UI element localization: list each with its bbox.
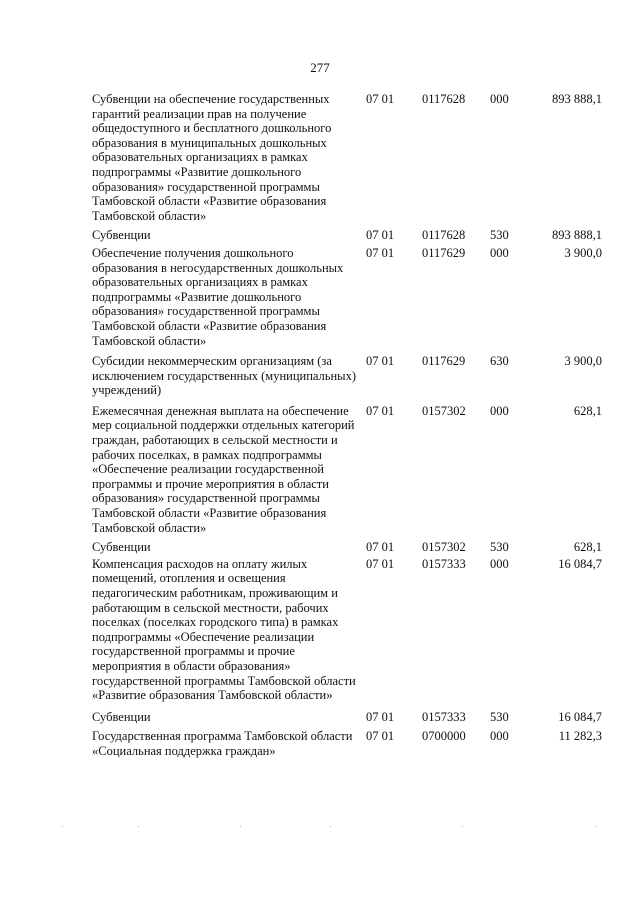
row-description: Субсидии некоммерческим организациям (за исключением государственных (муниципальных) учреждений): [92, 354, 356, 398]
row-description: Субвенции на обеспечение государственных гарантий реализации прав на получение общедоступного и бесплатного дошкольного образования в муниципальных дошкольных образовательных организациях в рамках подпрограммы «Развитие дошкольного образования» государственной программы Тамбовской области «Развитие образования Тамбовской области»: [92, 92, 332, 223]
scan-speck: [62, 826, 63, 827]
row-description: Ежемесячная денежная выплата на обеспечение мер социальной поддержки отдельных категорий граждан, работающих в сельской местности и рабочих поселках, в рамках подпрограммы «Обеспечение реализации государственной программы и прочие мероприятия в области образования» государственной программы Тамбовской области «Развитие образования Тамбовской области»: [92, 403, 355, 535]
row-section: 07 01: [366, 403, 395, 418]
row-description: Обеспечение получения дошкольного образования в негосударственных дошкольных образовательных организациях в рамках подпрограммы «Развитие дошкольного образования» государственной программы Тамбовской области «Развитие образования Тамбовской области»: [92, 245, 344, 348]
row-target-code: 0157302: [422, 403, 466, 418]
row-section: 07 01: [366, 354, 395, 369]
table-row: [92, 729, 602, 758]
page-number: 277: [310, 60, 330, 75]
row-section: 07 01: [366, 540, 395, 555]
row-amount: 893 888,1: [552, 92, 602, 106]
row-expense-type: 530: [490, 709, 509, 724]
row-target-code: 0117628: [422, 92, 466, 106]
row-expense-type: 000: [490, 556, 509, 571]
row-target-code: 0117629: [422, 245, 466, 260]
row-amount: 628,1: [573, 540, 602, 555]
row-target-code: 0117628: [422, 228, 466, 243]
table-row: [92, 228, 602, 243]
row-expense-type: 530: [490, 228, 509, 243]
row-expense-type: 000: [490, 729, 509, 744]
row-expense-type: 000: [490, 245, 509, 260]
scan-specks: [0, 826, 640, 828]
table-row: [92, 557, 602, 703]
row-target-code: 0157333: [422, 556, 466, 571]
scan-speck: [596, 826, 597, 827]
row-description: Государственная программа Тамбовской области «Социальная поддержка граждан»: [92, 729, 353, 758]
row-amount: 16 084,7: [558, 556, 602, 571]
row-amount: 11 282,3: [558, 729, 602, 744]
row-target-code: 0117629: [422, 354, 466, 369]
table-row: [92, 710, 602, 725]
row-amount: 628,1: [573, 403, 602, 418]
row-amount: 3 900,0: [564, 245, 602, 260]
row-expense-type: 530: [490, 540, 509, 555]
table-row: [92, 246, 602, 348]
row-target-code: 0157333: [422, 709, 466, 724]
row-target-code: 0700000: [422, 729, 466, 744]
row-expense-type: 000: [490, 403, 509, 418]
row-amount: 3 900,0: [564, 354, 602, 369]
row-expense-type: 000: [490, 92, 509, 106]
scan-speck: [138, 826, 139, 827]
budget-table: [92, 92, 602, 763]
row-amount: 16 084,7: [558, 709, 602, 724]
row-description: Компенсация расходов на оплату жилых помещений, отопления и освещения педагогическим работникам, проживающим и работающим в сельской местности, рабочих поселках (поселках городского типа) в рамках подпрограммы «Обеспечение реализации государственной программы и прочие мероприятия в области образования» государственной программы Тамбовской области «Развитие образования Тамбовской области»: [92, 556, 356, 703]
row-section: 07 01: [366, 556, 395, 571]
scan-speck: [330, 826, 331, 827]
row-target-code: 0157302: [422, 540, 466, 555]
row-description: Субвенции: [92, 709, 151, 724]
table-row: [92, 404, 602, 535]
row-section: 07 01: [366, 729, 395, 744]
table-row: [92, 540, 602, 555]
row-section: 07 01: [366, 245, 395, 260]
row-description: Субвенции: [92, 540, 151, 555]
row-amount: 893 888,1: [552, 228, 602, 243]
scan-speck: [462, 826, 463, 827]
row-section: 07 01: [366, 709, 395, 724]
row-section: 07 01: [366, 92, 395, 106]
row-description: Субвенции: [92, 228, 151, 243]
table-row: [92, 354, 602, 398]
scan-speck: [240, 826, 241, 827]
table-row: [92, 92, 602, 223]
row-expense-type: 630: [490, 354, 509, 369]
row-section: 07 01: [366, 228, 395, 243]
